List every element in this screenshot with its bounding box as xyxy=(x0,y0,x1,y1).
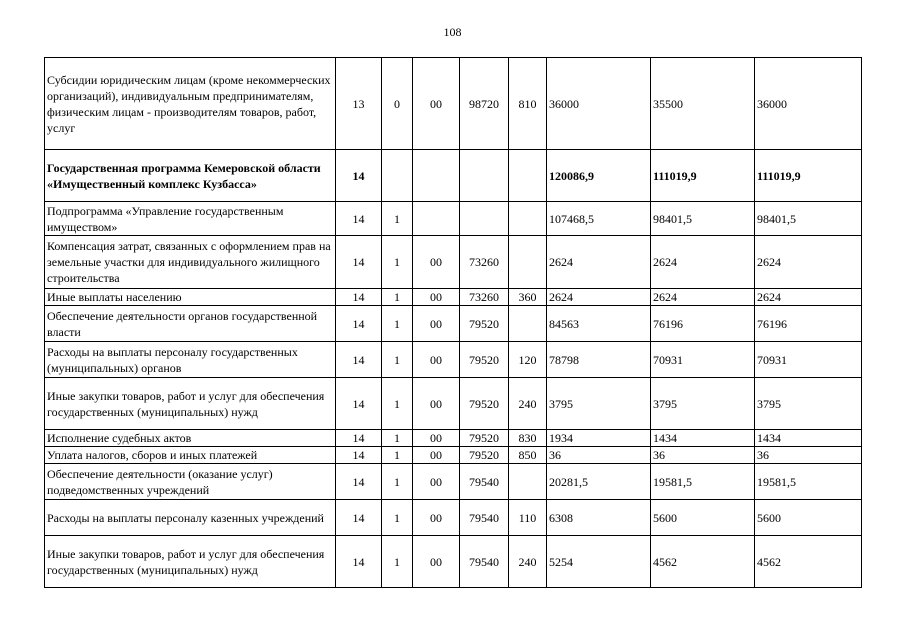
code-expense-type-cell xyxy=(509,236,547,289)
table-row xyxy=(45,430,862,447)
code-section-cell: 14 xyxy=(336,464,382,500)
value-year-2-cell: 2624 xyxy=(651,289,755,306)
code-subsection-cell: 1 xyxy=(382,236,413,289)
code-subsection-cell: 1 xyxy=(382,447,413,464)
value-year-1-cell: 5254 xyxy=(547,536,651,588)
row-name-cell: Иные закупки товаров, работ и услуг для обеспечения государственных (муниципальных) нужд xyxy=(45,536,336,588)
code-article-cell: 79520 xyxy=(460,342,509,378)
value-year-1-cell: 36 xyxy=(547,447,651,464)
code-subsection-cell: 1 xyxy=(382,500,413,536)
value-year-1-cell: 107468,5 xyxy=(547,202,651,236)
code-section-cell: 14 xyxy=(336,536,382,588)
code-program-cell xyxy=(413,202,460,236)
table-row xyxy=(45,58,862,150)
value-year-2-cell: 1434 xyxy=(651,430,755,447)
row-name-cell: Обеспечение деятельности (оказание услуг) подведомственных учреждений xyxy=(45,464,336,500)
table-row xyxy=(45,536,862,588)
value-year-2-cell: 5600 xyxy=(651,500,755,536)
table-row xyxy=(45,500,862,536)
code-program-cell: 00 xyxy=(413,500,460,536)
value-year-3-cell: 98401,5 xyxy=(755,202,862,236)
code-article-cell: 79520 xyxy=(460,447,509,464)
code-article-cell xyxy=(460,150,509,202)
value-year-3-cell: 1434 xyxy=(755,430,862,447)
code-program-cell: 00 xyxy=(413,342,460,378)
row-name-cell: Государственная программа Кемеровской области «Имущественный комплекс Кузбасса» xyxy=(45,150,336,202)
code-program-cell: 00 xyxy=(413,464,460,500)
code-expense-type-cell: 240 xyxy=(509,378,547,430)
value-year-3-cell: 111019,9 xyxy=(755,150,862,202)
value-year-3-cell: 19581,5 xyxy=(755,464,862,500)
value-year-1-cell: 1934 xyxy=(547,430,651,447)
row-name-cell: Уплата налогов, сборов и иных платежей xyxy=(45,447,336,464)
code-article-cell: 79540 xyxy=(460,464,509,500)
row-name-cell: Обеспечение деятельности органов государственной власти xyxy=(45,306,336,342)
code-expense-type-cell: 110 xyxy=(509,500,547,536)
code-article-cell: 73260 xyxy=(460,289,509,306)
value-year-1-cell: 2624 xyxy=(547,289,651,306)
code-program-cell: 00 xyxy=(413,306,460,342)
table-row xyxy=(45,236,862,289)
code-subsection-cell: 1 xyxy=(382,430,413,447)
code-expense-type-cell xyxy=(509,150,547,202)
code-section-cell: 14 xyxy=(336,150,382,202)
code-expense-type-cell xyxy=(509,202,547,236)
row-name-cell: Исполнение судебных актов xyxy=(45,430,336,447)
value-year-3-cell: 76196 xyxy=(755,306,862,342)
code-section-cell: 14 xyxy=(336,500,382,536)
row-name-cell: Иные выплаты населению xyxy=(45,289,336,306)
value-year-3-cell: 36 xyxy=(755,447,862,464)
code-article-cell: 79520 xyxy=(460,306,509,342)
table-row xyxy=(45,378,862,430)
table-row xyxy=(45,202,862,236)
row-name-cell: Компенсация затрат, связанных с оформлением прав на земельные участки для индивидуального жилищного строительства xyxy=(45,236,336,289)
code-article-cell: 79540 xyxy=(460,500,509,536)
code-expense-type-cell: 120 xyxy=(509,342,547,378)
code-subsection-cell: 1 xyxy=(382,378,413,430)
value-year-3-cell: 2624 xyxy=(755,236,862,289)
table-body xyxy=(45,58,862,588)
code-program-cell: 00 xyxy=(413,236,460,289)
value-year-3-cell: 36000 xyxy=(755,58,862,150)
code-section-cell: 13 xyxy=(336,58,382,150)
value-year-2-cell: 35500 xyxy=(651,58,755,150)
value-year-2-cell: 2624 xyxy=(651,236,755,289)
code-subsection-cell: 1 xyxy=(382,342,413,378)
code-subsection-cell: 1 xyxy=(382,289,413,306)
code-section-cell: 14 xyxy=(336,447,382,464)
code-expense-type-cell xyxy=(509,464,547,500)
table-row xyxy=(45,464,862,500)
code-expense-type-cell: 830 xyxy=(509,430,547,447)
value-year-1-cell: 20281,5 xyxy=(547,464,651,500)
code-program-cell: 00 xyxy=(413,447,460,464)
code-subsection-cell: 1 xyxy=(382,202,413,236)
value-year-1-cell: 2624 xyxy=(547,236,651,289)
value-year-1-cell: 6308 xyxy=(547,500,651,536)
table-row xyxy=(45,306,862,342)
code-section-cell: 14 xyxy=(336,236,382,289)
value-year-2-cell: 111019,9 xyxy=(651,150,755,202)
value-year-3-cell: 4562 xyxy=(755,536,862,588)
code-expense-type-cell: 240 xyxy=(509,536,547,588)
code-article-cell: 73260 xyxy=(460,236,509,289)
code-subsection-cell: 1 xyxy=(382,306,413,342)
code-section-cell: 14 xyxy=(336,430,382,447)
code-program-cell: 00 xyxy=(413,430,460,447)
code-article-cell: 98720 xyxy=(460,58,509,150)
page-number: 108 xyxy=(443,25,462,39)
value-year-2-cell: 70931 xyxy=(651,342,755,378)
code-section-cell: 14 xyxy=(336,202,382,236)
code-program-cell: 00 xyxy=(413,378,460,430)
table-row xyxy=(45,150,862,202)
value-year-2-cell: 3795 xyxy=(651,378,755,430)
code-expense-type-cell: 850 xyxy=(509,447,547,464)
code-section-cell: 14 xyxy=(336,289,382,306)
table-row xyxy=(45,289,862,306)
value-year-2-cell: 98401,5 xyxy=(651,202,755,236)
value-year-2-cell: 76196 xyxy=(651,306,755,342)
code-subsection-cell: 1 xyxy=(382,464,413,500)
code-article-cell xyxy=(460,202,509,236)
code-subsection-cell: 1 xyxy=(382,536,413,588)
code-program-cell: 00 xyxy=(413,536,460,588)
code-section-cell: 14 xyxy=(336,306,382,342)
value-year-3-cell: 3795 xyxy=(755,378,862,430)
budget-table xyxy=(44,57,862,588)
code-subsection-cell xyxy=(382,150,413,202)
code-subsection-cell: 0 xyxy=(382,58,413,150)
code-expense-type-cell: 360 xyxy=(509,289,547,306)
code-program-cell xyxy=(413,150,460,202)
row-name-cell: Расходы на выплаты персоналу казенных учреждений xyxy=(45,500,336,536)
code-article-cell: 79520 xyxy=(460,430,509,447)
code-section-cell: 14 xyxy=(336,342,382,378)
table-row xyxy=(45,342,862,378)
code-article-cell: 79540 xyxy=(460,536,509,588)
row-name-cell: Иные закупки товаров, работ и услуг для обеспечения государственных (муниципальных) нужд xyxy=(45,378,336,430)
table-row xyxy=(45,447,862,464)
value-year-2-cell: 36 xyxy=(651,447,755,464)
value-year-1-cell: 84563 xyxy=(547,306,651,342)
value-year-1-cell: 78798 xyxy=(547,342,651,378)
value-year-3-cell: 2624 xyxy=(755,289,862,306)
value-year-2-cell: 19581,5 xyxy=(651,464,755,500)
row-name-cell: Субсидии юридическим лицам (кроме некоммерческих организаций), индивидуальным предпринимателям, физическим лицам - производителям товаров, работ, услуг xyxy=(45,58,336,150)
value-year-1-cell: 36000 xyxy=(547,58,651,150)
row-name-cell: Расходы на выплаты персоналу государственных (муниципальных) органов xyxy=(45,342,336,378)
code-article-cell: 79520 xyxy=(460,378,509,430)
code-section-cell: 14 xyxy=(336,378,382,430)
row-name-cell: Подпрограмма «Управление государственным имуществом» xyxy=(45,202,336,236)
value-year-3-cell: 5600 xyxy=(755,500,862,536)
value-year-1-cell: 120086,9 xyxy=(547,150,651,202)
code-program-cell: 00 xyxy=(413,289,460,306)
value-year-2-cell: 4562 xyxy=(651,536,755,588)
code-expense-type-cell: 810 xyxy=(509,58,547,150)
code-program-cell: 00 xyxy=(413,58,460,150)
value-year-1-cell: 3795 xyxy=(547,378,651,430)
code-expense-type-cell xyxy=(509,306,547,342)
value-year-3-cell: 70931 xyxy=(755,342,862,378)
